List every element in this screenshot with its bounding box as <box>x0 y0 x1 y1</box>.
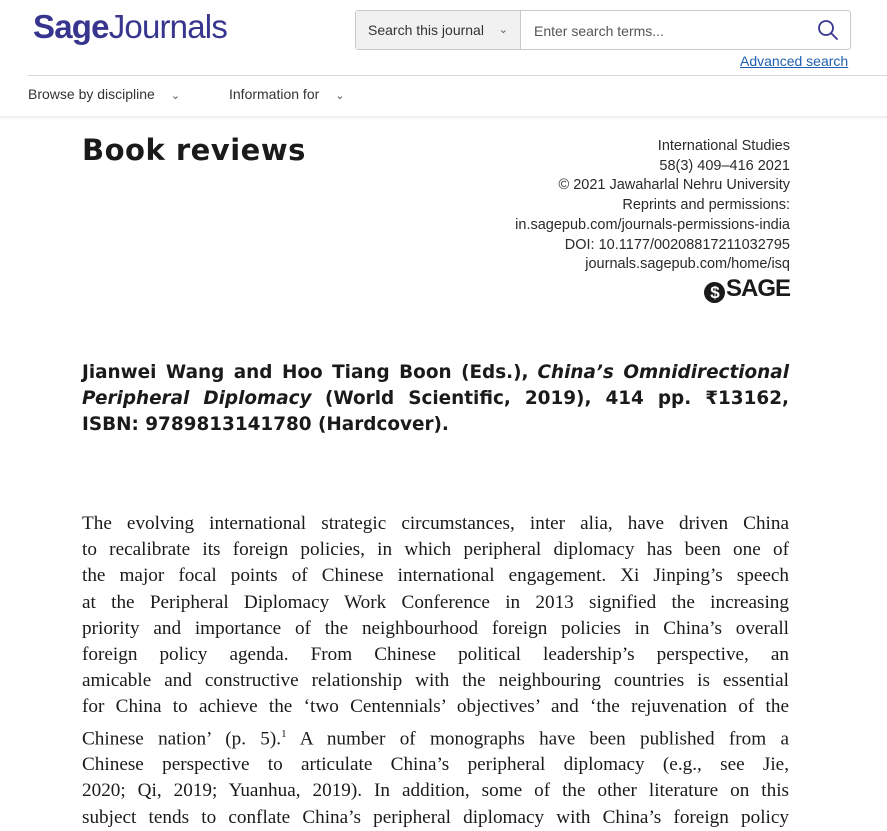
citation-details: (World Scientific, 2019), 414 pp. ₹13162, ISBN: 9789813141780 (Hardcover). <box>82 388 789 435</box>
body-line: foreign policy agenda. From Chinese political leadership’s perspective, an <box>82 644 789 666</box>
citation-editors: Jianwei Wang and Hoo Tiang Boon (Eds.), <box>82 362 529 383</box>
body-line: amicable and constructive relationship with the neighbouring countries is essential <box>82 670 789 692</box>
search-scope-dropdown[interactable] <box>356 11 521 49</box>
search-bar <box>355 10 851 50</box>
browse-by-discipline-menu[interactable] <box>28 86 180 102</box>
footnote-marker[interactable]: 1 <box>281 727 287 740</box>
section-title: Book reviews <box>82 133 306 167</box>
article-first-page <box>82 120 792 826</box>
body-line: for China to achieve the ‘two Centennials’ objectives’ and ‘the rejuvenation of the <box>82 696 789 718</box>
sage-logo-mark: $ <box>704 282 725 303</box>
journal-name: International Studies <box>657 138 790 154</box>
body-line: 2020; Qi, 2019; Yuanhua, 2019). In addition, some of the other literature on this <box>82 780 789 802</box>
body-line: The evolving international strategic circumstances, inter alia, have driven China <box>82 513 789 534</box>
doi: DOI: 10.1177/00208817211032795 <box>564 236 790 253</box>
body-line: the major focal points of Chinese international engagement. Xi Jinping’s speech <box>82 565 789 587</box>
advanced-search-link[interactable]: Advanced search <box>740 53 849 69</box>
journal-volume: 58(3) 409–416 2021 <box>659 157 790 174</box>
citation-book-title: China’s Omnidirectional Peripheral Diplomacy <box>82 362 789 409</box>
permissions-url: in.sagepub.com/journals-permissions-india <box>515 216 790 233</box>
header-divider <box>28 75 887 76</box>
journal-url: journals.sagepub.com/home/isq <box>585 256 790 273</box>
search-icon[interactable] <box>816 18 840 42</box>
body-line: priority and importance of the neighbourhood foreign policies in China’s overall <box>82 617 789 639</box>
site-header <box>0 0 887 117</box>
book-citation <box>82 360 789 438</box>
review-body <box>82 511 789 831</box>
body-line-with-footnote: Chinese nation’ (p. 5).$^1$ A number of monographs have been published from a <box>82 727 789 750</box>
nav-label: Browse by discipline <box>28 86 155 102</box>
chevron-down-icon: ⌄ <box>498 24 508 36</box>
copyright: © 2021 Jawaharlal Nehru University <box>558 177 790 194</box>
body-line: to recalibrate its foreign policies, in which peripheral diplomacy has been one of <box>82 539 789 561</box>
body-line: Chinese perspective to articulate China’s peripheral diplomacy (e.g., see Jie, <box>82 754 789 776</box>
body-line: at the Peripheral Diplomacy Work Conference in 2013 signified the increasing <box>82 591 789 613</box>
information-for-menu[interactable] <box>229 86 344 102</box>
sage-publisher-logo: $ SAGE <box>704 275 790 303</box>
search-input[interactable] <box>522 11 816 51</box>
reprints-label: Reprints and permissions: <box>622 197 790 214</box>
chevron-down-icon: ⌄ <box>170 90 181 102</box>
search-scope-label: Search this journal <box>368 22 484 38</box>
journal-metadata <box>410 137 790 275</box>
chevron-down-icon: ⌄ <box>335 90 345 102</box>
nav-label: Information for <box>229 86 320 102</box>
sage-journals-logo[interactable]: SageJournals <box>33 8 228 45</box>
body-line: subject tends to conflate China’s peripheral diplomacy with China’s foreign policy <box>82 806 789 828</box>
